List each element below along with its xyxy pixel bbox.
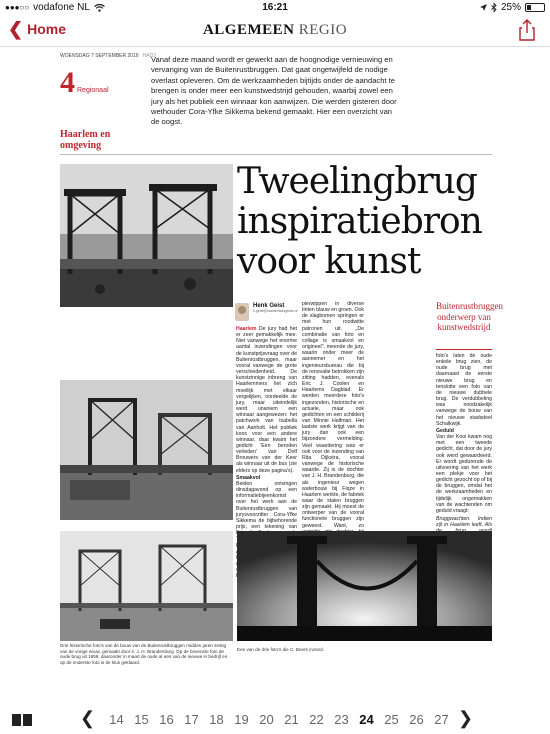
page-number-27[interactable]: 27: [434, 712, 449, 727]
bridge-photo-top[interactable]: [60, 164, 233, 307]
bridge-photo-bottom-image: [60, 531, 233, 641]
bridge-photo-silhouette-image: [237, 531, 492, 641]
subhead-smaakvol: Smaakvol: [236, 474, 261, 481]
body-text-3b: Van der Kooi kwam nog met een tweede gedicht, dat door de jury ook werd gewaardeerd. Er wordt gedurende de uitvoering van het werk een plekje voor het gedicht gezocht op of bij de bruggen, omdat het de werkzaamheden en tijdelijk ongemakken van de wachtenden om geduld vraagt:: [436, 434, 492, 514]
section-name: Regionaal: [77, 87, 109, 94]
sidebar-divider: [436, 349, 492, 350]
newspaper-page[interactable]: [60, 47, 503, 665]
location-arrow-icon: [480, 4, 487, 11]
bridge-photo-top-image: [60, 164, 233, 307]
page-number-17[interactable]: 17: [184, 712, 199, 727]
page-number-15[interactable]: 15: [134, 712, 149, 727]
edition-code: HAD2: [142, 53, 156, 59]
body-text-1b: Beiden ontvingen dinsdagavond op een informatiebijeenkomst over het werk aan de Buitenrustbruggen van jurysvoorzitter Cora-Yfke Sikkema de bijbehorende prijs, een tekening van: [236, 480, 297, 530]
article-headline: Tweelingbrug inspiratiebron voor kunst: [237, 161, 482, 282]
status-time: 16:21: [262, 2, 288, 13]
byline: [235, 303, 297, 321]
bridge-photo-bottom[interactable]: [60, 531, 233, 641]
page-number: 4: [60, 66, 75, 99]
section-marker: [60, 66, 109, 99]
body-text-2: pierwippen in diverse tinten blauw en groen. Ook de slagbomen springen er met hun roodwitte patronen uit. ,,De combinatie van foto en collage is smaakvol en origineel'', meende de jury, waarin onder meer de aannemer en het ingenieursbureau die bij de renovatie betrokken zijn zitting hadden, evenals Eric J. Coolen en Haarlems Dagblad. Er werden meerdere foto's ingezonden, historische en actuele, maar ook gedichten en een schilderij van Minnie Halfman. Het laatste werk krijgt van de jury dan ook een bijzondere vermelding. Veel waardering was er ook voor de inzending van Rita Dijkstra, vooral vanwege de historische waarde. Zij is de dochter van J. H. Brandenburg, die als ingenieur wegen waterbouw bij Fiqze in Haarlem werkte, de fabriek waar de stalen bruggen zijn gemaakt. Hij moest de ontwerper van de vooral functionele bruggen zijn geweest. Want, zo: [302, 301, 365, 529]
body-text-3: foto's laten de oude enkele brug zien, de oude brug met daarnaast de eerste nieuwe brug en tenslotte een foto van de nieuwe dubbele brug. De verdubbeling was noodzakelijk vanwege de bouw van het nieuwe stadsdeel Schalkwijk.: [436, 353, 492, 427]
page-number-16[interactable]: 16: [159, 712, 174, 727]
signal-strength-icon: ●●●○○: [5, 3, 30, 12]
section-title-main: ALGEMEEN: [202, 22, 295, 38]
section-title-sub: REGIO: [298, 22, 348, 38]
sidebar-heading: Buitenrustbruggen onderwerp van kunstwedstrijd: [436, 301, 503, 332]
page-number-23[interactable]: 23: [334, 712, 349, 727]
share-icon[interactable]: [518, 19, 536, 41]
page-number-21[interactable]: 21: [284, 712, 299, 727]
page-date: WOENSDAG 7 SEPTEMBER 2016: [60, 53, 139, 59]
page-navigator: [0, 700, 550, 734]
battery-icon: [525, 3, 545, 12]
article-column-1: [236, 326, 297, 540]
dateline-city: Haarlem: [236, 326, 257, 332]
battery-fill: [527, 5, 531, 10]
wifi-icon: [94, 4, 105, 12]
carrier-name: vodafone NL: [33, 2, 90, 13]
divider: [60, 154, 492, 155]
author-avatar: [235, 303, 249, 321]
status-right: [480, 2, 545, 13]
next-page-arrow-icon[interactable]: ❯: [458, 708, 474, 728]
page-number-20[interactable]: 20: [259, 712, 274, 727]
dateline: [60, 53, 156, 59]
page-number-25[interactable]: 25: [384, 712, 399, 727]
poem-text: Bruggwachten. Indien zijl in Haarlem leeft, Als: [436, 516, 492, 529]
author-email: h.geist@haarlemsdagblad.nl: [253, 309, 298, 313]
page-grid-icon[interactable]: [12, 714, 32, 726]
bluetooth-icon: [491, 3, 497, 12]
byline-text: [253, 303, 297, 313]
status-bar: [0, 0, 550, 15]
intro-text: Vanaf deze maand wordt er gewerkt aan de hoognodige vernieuwing en vervanging van de Buitenrustbruggen. Dat gaat ongetwijfeld de nodige overlast opleveren. Om de werkzaamheden bijtijds onder de aandacht te brengen is onder meer een kunstwedstrijd gehouden, waarbij zowel een jury als het publiek een winnaar kon aanwijzen. Die werden gisteren door wethouder Cora-Yfke Sikkema bekend gemaakt. Hier een overzicht van de oogst.: [151, 55, 397, 127]
article-column-2: [302, 301, 364, 540]
subhead-geduld: Geduld: [436, 427, 454, 434]
page-number-19[interactable]: 19: [234, 712, 249, 727]
author-name: Henk Geist: [253, 303, 285, 309]
page-number-24[interactable]: 24: [359, 712, 374, 727]
section-title: [0, 19, 550, 39]
page-number-14[interactable]: 14: [109, 712, 124, 727]
region-label: Haarlem en omgeving: [60, 129, 111, 151]
nav-bar: [0, 15, 550, 47]
bridge-photo-silhouette[interactable]: [237, 531, 492, 641]
prev-page-arrow-icon[interactable]: ❮: [80, 708, 96, 728]
status-left: [5, 2, 105, 13]
page-number-22[interactable]: 22: [309, 712, 324, 727]
page-number-26[interactable]: 26: [409, 712, 424, 727]
page-number-list: [104, 712, 454, 727]
bridge-photo-middle-image: [60, 380, 233, 520]
caption-historic-photos: Drie historische foto's van de bouw van de Buitenrustbruggen midden jaren zestig van de vorige eeuw, gemaakt door ir. J. H. Brandenburg. Op de bovenste foto de oude brug uit 1959, daaronder in maart de oude al een van de nieuwe in bedrijf en op de onderste foto is de klus geklaard.: [60, 643, 228, 665]
bridge-photo-middle[interactable]: [60, 380, 233, 520]
back-label: Home: [27, 21, 66, 37]
battery-percent: 25%: [500, 2, 521, 13]
caption-silhouette-photo: Een van de drie foto's die C. Boers inzond.: [237, 647, 324, 652]
chevron-left-icon: ❮: [8, 19, 24, 39]
page-number-18[interactable]: 18: [209, 712, 224, 727]
article-column-3: [436, 353, 492, 540]
body-text-1: De jury had het er zeer gemakkelijk mee. Niet vanwege het enorme aantal inzendingen voor de kunstprijsvraag over de Buitenrustbruggen, maar vooral vanwege de grote verscheidenheid. De kunstzinnige inbreng van Haarlemmers liet zich moeilijk met elkaar vergelijken, oordeelde de jury, maar uiteindelijk werd unaniem een winnaar aangewezen: het patchwork van Isabella van Aanholt. Het publiek koos voor een andere winnaar, daar kwam het gedicht 'Een beroden verleden' van Dolf Brouwers van der Keer als winnaar uit de bus (zie elders op deze pagina's).: [236, 326, 297, 474]
